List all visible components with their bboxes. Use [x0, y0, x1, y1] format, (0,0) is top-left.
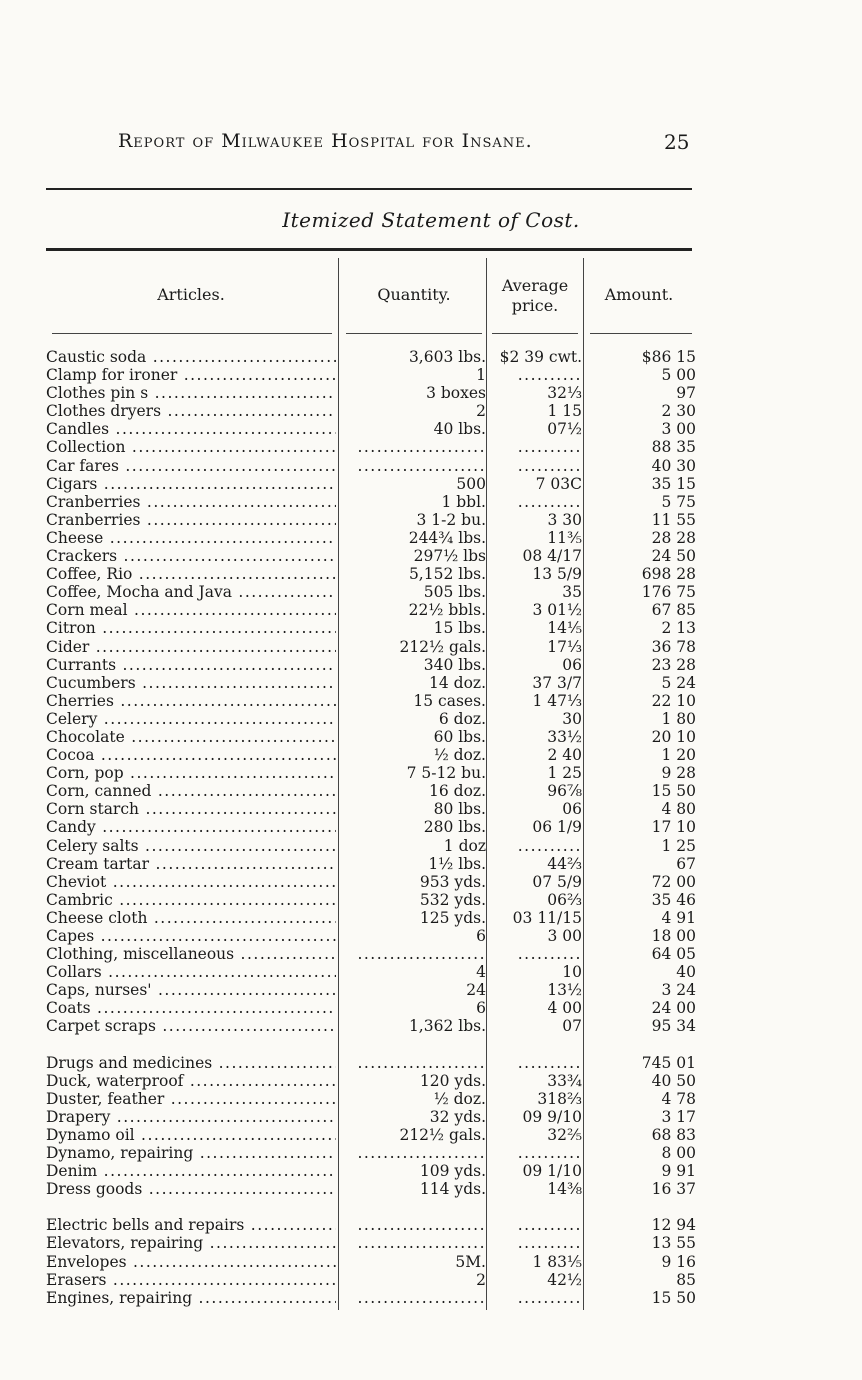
quantity-cell: ....................: [357, 438, 486, 457]
amount-cell: 4 80: [661, 800, 696, 819]
amount-cell: 67 85: [651, 601, 696, 620]
quantity-cell: 4: [476, 963, 486, 982]
quantity-cell: 60 lbs.: [433, 727, 486, 746]
article-cell: Currants .....: [46, 656, 336, 674]
article-cell: Electric bells and repairs .....: [46, 1216, 336, 1234]
table-row: [46, 1180, 696, 1198]
average-price-cell: ..........: [517, 366, 582, 385]
quantity-cell: 212½ gals.: [399, 637, 486, 656]
article-cell: Caps, nurses' .....: [46, 981, 336, 999]
amount-cell: 17 10: [651, 818, 696, 837]
column-header-articles: Articles.: [157, 285, 225, 304]
amount-cell: 35 46: [651, 890, 696, 909]
article-cell: Dynamo, repairing .....: [46, 1144, 336, 1162]
average-price-cell: 14⅕: [547, 619, 582, 638]
quantity-cell: 297½ lbs: [413, 547, 486, 566]
quantity-cell: ½ doz.: [433, 746, 486, 765]
table-row: [46, 963, 696, 981]
article-cell: Collars .....: [46, 963, 336, 981]
average-price-cell: 32⅖: [547, 1125, 582, 1144]
article-cell: Duster, feather .....: [46, 1090, 336, 1108]
table-row: [46, 420, 696, 438]
quantity-cell: 212½ gals.: [399, 1125, 486, 1144]
amount-cell: 9 91: [661, 1162, 696, 1181]
article-cell: Carpet scraps .....: [46, 1017, 336, 1035]
table-row: [46, 1054, 696, 1072]
average-price-cell: 33½: [547, 727, 582, 746]
amount-cell: 15 50: [651, 782, 696, 801]
top-rule: [46, 188, 692, 190]
amount-cell: 22 10: [651, 691, 696, 710]
table-row: [46, 999, 696, 1017]
quantity-cell: 3,603 lbs.: [408, 348, 486, 366]
table-row: [46, 782, 696, 800]
quantity-cell: 16 doz.: [429, 782, 486, 801]
article-cell: Crackers .....: [46, 547, 336, 565]
amount-cell: 72 00: [651, 872, 696, 891]
amount-cell: 67: [676, 854, 696, 873]
quantity-cell: ½ doz.: [433, 1089, 486, 1108]
table-row: [46, 601, 696, 619]
quantity-cell: 6: [476, 999, 486, 1018]
amount-cell: 745 01: [641, 1053, 696, 1072]
average-price-cell: ..........: [517, 1216, 582, 1235]
article-cell: Cigars .....: [46, 475, 336, 493]
article-cell: Cambric .....: [46, 891, 336, 909]
page-number: 25: [664, 130, 690, 154]
average-price-cell: 07: [562, 1017, 582, 1036]
amount-cell: 4 78: [661, 1089, 696, 1108]
article-cell: Corn, canned .....: [46, 782, 336, 800]
quantity-cell: ....................: [357, 1216, 486, 1235]
quantity-cell: 15 lbs.: [433, 619, 486, 638]
article-cell: Candles .....: [46, 420, 336, 438]
average-price-cell: 09 9/10: [522, 1107, 582, 1126]
average-price-cell: 03 11/15: [512, 908, 582, 927]
average-price-cell: 06 1/9: [532, 818, 582, 837]
article-cell: Celery .....: [46, 710, 336, 728]
quantity-cell: 280 lbs.: [423, 818, 486, 837]
quantity-cell: 3 1-2 bu.: [416, 510, 486, 529]
amount-cell: 5 75: [661, 492, 696, 511]
average-price-cell: ..........: [517, 1144, 582, 1163]
quantity-cell: 5M.: [455, 1252, 486, 1271]
average-price-cell: 14⅜: [547, 1180, 582, 1199]
amount-cell: 11 55: [651, 510, 696, 529]
amount-cell: 12 94: [651, 1216, 696, 1235]
amount-cell: 1 20: [661, 746, 696, 765]
quantity-cell: 1½ lbs.: [428, 854, 486, 873]
average-price-cell: 32⅓: [547, 384, 582, 403]
article-cell: Cheviot .....: [46, 873, 336, 891]
group-spacer: [46, 1036, 696, 1054]
average-price-cell: 96⅞: [547, 782, 582, 801]
table-row: [46, 1162, 696, 1180]
article-cell: Clothes dryers .....: [46, 402, 336, 420]
quantity-cell: 1: [476, 366, 486, 385]
amount-cell: 24 50: [651, 547, 696, 566]
table-row: [46, 529, 696, 547]
amount-cell: 2 30: [661, 402, 696, 421]
quantity-cell: 244¾ lbs.: [408, 528, 486, 547]
article-cell: Caustic soda .....: [46, 348, 336, 366]
table-row: [46, 638, 696, 656]
quantity-cell: 2: [476, 1270, 486, 1289]
article-cell: Cream tartar .....: [46, 855, 336, 873]
average-price-cell: 42½: [547, 1270, 582, 1289]
amount-cell: 1 80: [661, 709, 696, 728]
table-row: [46, 583, 696, 601]
quantity-cell: ....................: [357, 1144, 486, 1163]
quantity-cell: 22½ bbls.: [408, 601, 486, 620]
article-cell: Corn, pop .....: [46, 764, 336, 782]
table-row: [46, 981, 696, 999]
average-price-cell: 06: [562, 655, 582, 674]
average-price-cell: ..........: [517, 1234, 582, 1253]
header-underline: [52, 333, 332, 334]
amount-cell: 64 05: [651, 945, 696, 964]
amount-cell: 85: [676, 1270, 696, 1289]
quantity-cell: 1,362 lbs.: [408, 1017, 486, 1036]
table-row: [46, 1289, 696, 1307]
article-cell: Cider .....: [46, 638, 336, 656]
header-underline: [590, 333, 692, 334]
column-header-amount: Amount.: [604, 285, 674, 304]
table-row: [46, 909, 696, 927]
article-cell: Coffee, Mocha and Java .....: [46, 583, 336, 601]
average-price-cell: ..........: [517, 836, 582, 855]
table-row: [46, 927, 696, 945]
article-cell: Chocolate .....: [46, 728, 336, 746]
article-cell: Clothes pin s .....: [46, 384, 336, 402]
table-row: [46, 1144, 696, 1162]
average-price-cell: 06: [562, 800, 582, 819]
quantity-cell: 120 yds.: [419, 1071, 486, 1090]
article-cell: Citron .....: [46, 619, 336, 637]
average-price-cell: 4 00: [547, 999, 582, 1018]
table-row: [46, 692, 696, 710]
article-cell: Car fares .....: [46, 457, 336, 475]
table-row: [46, 1253, 696, 1271]
amount-cell: 3 17: [661, 1107, 696, 1126]
quantity-cell: 3 boxes: [426, 384, 486, 403]
table-row: [46, 800, 696, 818]
table-row: [46, 1126, 696, 1144]
average-price-cell: 10: [562, 963, 582, 982]
amount-cell: 18 00: [651, 927, 696, 945]
amount-cell: 1 25: [661, 836, 696, 855]
amount-cell: 2 13: [661, 619, 696, 638]
table-row: [46, 674, 696, 692]
header-underline: [346, 333, 482, 334]
quantity-cell: 24: [466, 981, 486, 1000]
quantity-cell: 953 yds.: [419, 872, 486, 891]
amount-cell: $86 15: [641, 348, 696, 366]
table-row: [46, 1234, 696, 1252]
quantity-cell: 505 lbs.: [423, 583, 486, 602]
article-cell: Cheese cloth .....: [46, 909, 336, 927]
quantity-cell: 6: [476, 927, 486, 945]
table-row: [46, 511, 696, 529]
average-price-cell: 07 5/9: [532, 872, 582, 891]
average-price-cell: 33¾: [547, 1071, 582, 1090]
quantity-cell: 40 lbs.: [433, 420, 486, 439]
table-row: [46, 438, 696, 456]
average-price-cell: $2 39 cwt.: [499, 348, 582, 366]
table-top-rule: [46, 248, 692, 251]
amount-cell: 36 78: [651, 637, 696, 656]
average-price-cell: ..........: [517, 438, 582, 457]
table-row: [46, 619, 696, 637]
amount-cell: 28 28: [651, 528, 696, 547]
quantity-cell: 32 yds.: [429, 1107, 486, 1126]
amount-cell: 16 37: [651, 1180, 696, 1199]
amount-cell: 20 10: [651, 727, 696, 746]
quantity-cell: 125 yds.: [419, 908, 486, 927]
amount-cell: 3 00: [661, 420, 696, 439]
article-cell: Coffee, Rio .....: [46, 565, 336, 583]
article-cell: Cocoa .....: [46, 746, 336, 764]
amount-cell: 4 91: [661, 908, 696, 927]
table-row: [46, 547, 696, 565]
amount-cell: 9 16: [661, 1252, 696, 1271]
column-header-average-price: Average price.: [501, 276, 569, 315]
average-price-cell: 09 1/10: [522, 1162, 582, 1181]
average-price-cell: ..........: [517, 945, 582, 964]
amount-cell: 95 34: [651, 1017, 696, 1036]
article-cell: Collection .....: [46, 438, 336, 456]
table-row: [46, 1108, 696, 1126]
table-row: [46, 1090, 696, 1108]
average-price-cell: ..........: [517, 492, 582, 511]
average-price-cell: 37 3/7: [532, 673, 582, 692]
group-spacer: [46, 1198, 696, 1216]
quantity-cell: ....................: [357, 1053, 486, 1072]
average-price-cell: 13 5/9: [532, 565, 582, 584]
table-row: [46, 728, 696, 746]
quantity-cell: 7 5-12 bu.: [406, 764, 486, 783]
amount-cell: 40 50: [651, 1071, 696, 1090]
article-cell: Cranberries .....: [46, 511, 336, 529]
article-cell: Celery salts .....: [46, 837, 336, 855]
amount-cell: 5 24: [661, 673, 696, 692]
amount-cell: 40 30: [651, 456, 696, 475]
average-price-cell: 3 01½: [532, 601, 582, 620]
article-cell: Dress goods .....: [46, 1180, 336, 1198]
article-cell: Dynamo oil .....: [46, 1126, 336, 1144]
average-price-cell: 35: [562, 583, 582, 602]
average-price-cell: 2 40: [547, 746, 582, 765]
amount-cell: 3 24: [661, 981, 696, 1000]
article-cell: Erasers .....: [46, 1271, 336, 1289]
article-cell: Cherries .....: [46, 692, 336, 710]
article-cell: Elevators, repairing .....: [46, 1234, 336, 1252]
average-price-cell: 13½: [547, 981, 582, 1000]
average-price-cell: 318⅔: [537, 1089, 582, 1108]
table-row: [46, 764, 696, 782]
table-row: [46, 855, 696, 873]
average-price-cell: 7 03C: [535, 474, 582, 493]
table-row: [46, 1017, 696, 1035]
quantity-cell: 1 doz: [443, 836, 486, 855]
table-row: [46, 746, 696, 764]
article-cell: Clothing, miscellaneous .....: [46, 945, 336, 963]
amount-cell: 23 28: [651, 655, 696, 674]
column-header-quantity: Quantity.: [377, 285, 451, 304]
average-price-cell: 44⅔: [547, 854, 582, 873]
running-head: Report of Milwaukee Hospital for Insane.: [118, 130, 533, 152]
cost-table-body: [46, 348, 696, 1307]
average-price-cell: 17⅓: [547, 637, 582, 656]
table-row: [46, 348, 696, 366]
average-price-cell: 11⅗: [547, 528, 582, 547]
header-underline: [492, 333, 578, 334]
table-row: [46, 1216, 696, 1234]
average-price-cell: 06⅔: [547, 890, 582, 909]
table-row: [46, 891, 696, 909]
table-row: [46, 475, 696, 493]
table-row: [46, 818, 696, 836]
quantity-cell: ....................: [357, 1234, 486, 1253]
amount-cell: 24 00: [651, 999, 696, 1018]
quantity-cell: 1 bbl.: [441, 492, 486, 511]
table-row: [46, 1271, 696, 1289]
quantity-cell: 114 yds.: [419, 1180, 486, 1199]
quantity-cell: 532 yds.: [419, 890, 486, 909]
average-price-cell: 07½: [547, 420, 582, 439]
article-cell: Candy .....: [46, 818, 336, 836]
table-row: [46, 945, 696, 963]
table-row: [46, 1072, 696, 1090]
amount-cell: 15 50: [651, 1288, 696, 1307]
amount-cell: 8 00: [661, 1144, 696, 1163]
quantity-cell: 2: [476, 402, 486, 421]
table-row: [46, 366, 696, 384]
quantity-cell: ....................: [357, 456, 486, 475]
quantity-cell: ....................: [357, 945, 486, 964]
amount-cell: 88 35: [651, 438, 696, 457]
average-price-cell: ..........: [517, 1053, 582, 1072]
amount-cell: 176 75: [641, 583, 696, 602]
article-cell: Drugs and medicines .....: [46, 1054, 336, 1072]
average-price-cell: 3 00: [547, 927, 582, 945]
table-row: [46, 493, 696, 511]
quantity-cell: 500: [456, 474, 486, 493]
average-price-cell: 1 25: [547, 764, 582, 783]
table-row: [46, 710, 696, 728]
amount-cell: 68 83: [651, 1125, 696, 1144]
article-cell: Cheese .....: [46, 529, 336, 547]
average-price-cell: 1 15: [547, 402, 582, 421]
article-cell: Cranberries .....: [46, 493, 336, 511]
average-price-cell: ..........: [517, 1288, 582, 1307]
quantity-cell: ....................: [357, 1288, 486, 1307]
average-price-cell: 08 4/17: [522, 547, 582, 566]
table-row: [46, 837, 696, 855]
average-price-cell: 1 83⅕: [532, 1252, 582, 1271]
article-cell: Denim .....: [46, 1162, 336, 1180]
amount-cell: 9 28: [661, 764, 696, 783]
article-cell: Corn meal .....: [46, 601, 336, 619]
statement-title: Itemized Statement of Cost.: [282, 208, 580, 232]
average-price-cell: 1 47⅓: [532, 691, 582, 710]
average-price-cell: ..........: [517, 456, 582, 475]
quantity-cell: 109 yds.: [419, 1162, 486, 1181]
quantity-cell: 14 doz.: [429, 673, 486, 692]
quantity-cell: 80 lbs.: [433, 800, 486, 819]
article-cell: Coats .....: [46, 999, 336, 1017]
amount-cell: 35 15: [651, 474, 696, 493]
article-cell: Envelopes .....: [46, 1253, 336, 1271]
article-cell: Cucumbers .....: [46, 674, 336, 692]
quantity-cell: 15 cases.: [413, 691, 486, 710]
article-cell: Clamp for ironer .....: [46, 366, 336, 384]
table-row: [46, 384, 696, 402]
amount-cell: 40: [676, 963, 696, 982]
amount-cell: 5 00: [661, 366, 696, 385]
table-row: [46, 457, 696, 475]
table-row: [46, 565, 696, 583]
average-price-cell: 3 30: [547, 510, 582, 529]
article-cell: Drapery .....: [46, 1108, 336, 1126]
article-cell: Corn starch .....: [46, 800, 336, 818]
table-row: [46, 656, 696, 674]
amount-cell: 698 28: [641, 565, 696, 584]
quantity-cell: 5,152 lbs.: [408, 565, 486, 584]
quantity-cell: 6 doz.: [438, 709, 486, 728]
article-cell: Duck, waterproof .....: [46, 1072, 336, 1090]
amount-cell: 13 55: [651, 1234, 696, 1253]
article-cell: Engines, repairing .....: [46, 1289, 336, 1307]
table-row: [46, 873, 696, 891]
amount-cell: 97: [676, 384, 696, 403]
table-row: [46, 402, 696, 420]
article-cell: Capes .....: [46, 927, 336, 945]
quantity-cell: 340 lbs.: [423, 655, 486, 674]
average-price-cell: 30: [562, 709, 582, 728]
